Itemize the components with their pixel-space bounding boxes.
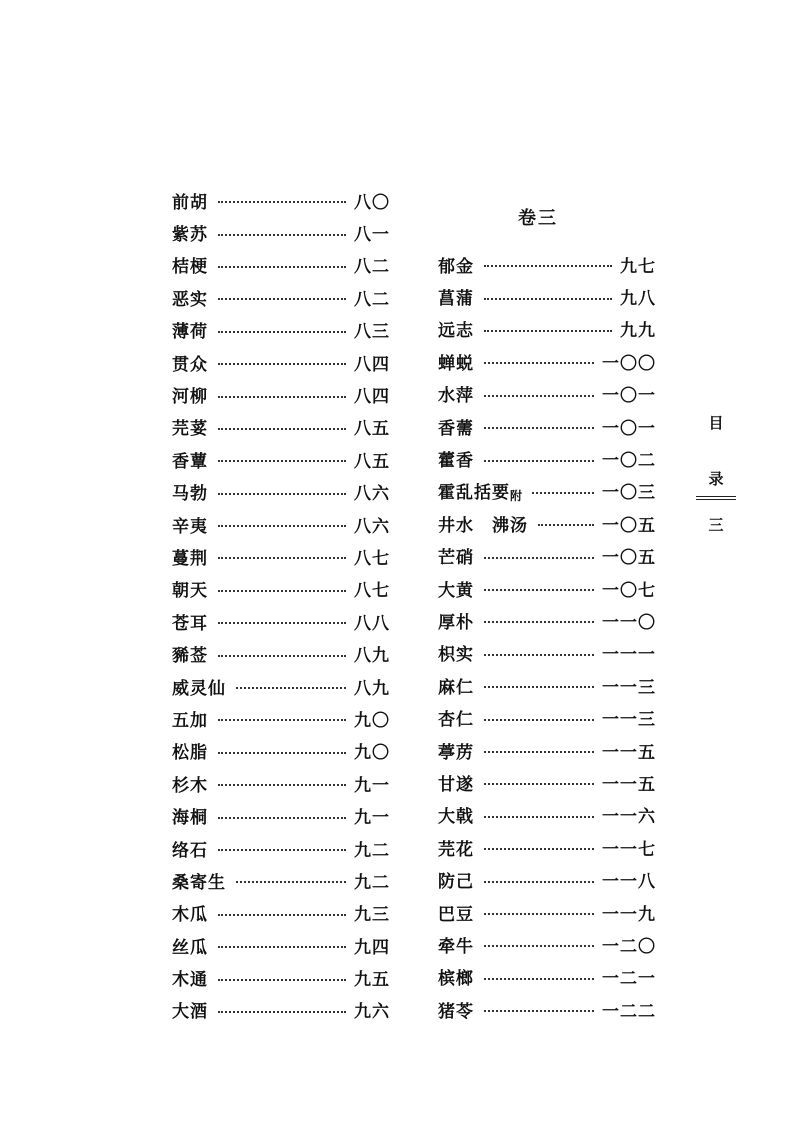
toc-entry: [172, 573, 390, 605]
entry-name: 贯众: [172, 354, 208, 375]
toc-entry: [438, 993, 656, 1025]
entry-name: 桑寄生: [172, 872, 226, 893]
toc-entry: [172, 476, 390, 508]
entry-page: 一二〇: [602, 936, 656, 957]
entry-name: 马勃: [172, 484, 208, 505]
entry-page: 八七: [354, 581, 390, 602]
toc-entry: [172, 897, 390, 929]
dot-leader: [484, 945, 594, 947]
entry-name: 水萍: [438, 386, 474, 407]
entry-name: 防己: [438, 872, 474, 893]
toc-entry: [438, 831, 656, 863]
entry-name: 木瓜: [172, 905, 208, 926]
entry-page: 一〇七: [602, 580, 656, 601]
toc-entry: [438, 442, 656, 474]
toc-entry: [172, 443, 390, 475]
dot-leader: [236, 881, 346, 883]
entry-name: 井水 沸汤: [438, 515, 528, 536]
dot-leader: [538, 524, 594, 526]
entry-page: 八二: [354, 257, 390, 278]
entry-page: 九四: [354, 937, 390, 958]
entry-page: 一〇五: [602, 515, 656, 536]
entry-name: 巴豆: [438, 904, 474, 925]
dot-leader: [218, 752, 346, 754]
entry-page: 一一三: [602, 677, 656, 698]
entry-page: 八三: [354, 322, 390, 343]
entry-page: 八〇: [354, 192, 390, 213]
entry-page: 一一一: [602, 645, 656, 666]
entry-name: 薄荷: [172, 322, 208, 343]
entry-name: 大酒: [172, 1002, 208, 1023]
dot-leader: [218, 557, 346, 559]
entry-page: 一一五: [602, 742, 656, 763]
entry-page: 一一六: [602, 807, 656, 828]
toc-entry: [438, 507, 656, 539]
entry-name: 丝瓜: [172, 937, 208, 958]
dot-leader: [236, 687, 346, 689]
toc-entry: [438, 475, 656, 507]
toc-entry: [438, 961, 656, 993]
entry-page: 八一: [354, 225, 390, 246]
toc-entry: [438, 701, 656, 733]
dot-leader: [532, 492, 594, 494]
toc-entry: [438, 799, 656, 831]
entry-page: 八四: [354, 354, 390, 375]
toc-entry: [172, 994, 390, 1026]
entry-page: 九三: [354, 905, 390, 926]
dot-leader: [218, 234, 346, 236]
dot-leader: [484, 913, 594, 915]
entry-name: 苍耳: [172, 613, 208, 634]
toc-entry: [438, 604, 656, 636]
dot-leader: [218, 1011, 346, 1013]
toc-entry: [438, 896, 656, 928]
dot-leader: [484, 460, 594, 462]
entry-page: 八五: [354, 419, 390, 440]
dot-leader: [484, 330, 612, 332]
entry-page: 一一三: [602, 710, 656, 731]
dot-leader: [484, 265, 612, 267]
volume-title: 卷三: [518, 208, 558, 229]
entry-name: 猪苓: [438, 1001, 474, 1022]
dot-leader: [218, 201, 346, 203]
entry-name: 藿香: [438, 451, 474, 472]
entry-page: 九一: [354, 808, 390, 829]
entry-name: 槟榔: [438, 969, 474, 990]
dot-leader: [218, 428, 346, 430]
toc-entry: [438, 248, 656, 280]
toc-entry: [438, 280, 656, 312]
dot-leader: [218, 784, 346, 786]
appendix-marker: 附: [510, 488, 523, 503]
dot-leader: [484, 751, 594, 753]
toc-entry: [172, 249, 390, 281]
toc-entry: [438, 863, 656, 895]
dot-leader: [484, 848, 594, 850]
entry-name: 河柳: [172, 387, 208, 408]
dot-leader: [484, 621, 594, 623]
entry-page: 九一: [354, 775, 390, 796]
entry-page: 一〇三: [602, 483, 656, 504]
entry-page: 一一〇: [602, 612, 656, 633]
toc-entry: [172, 605, 390, 637]
dot-leader: [218, 396, 346, 398]
entry-name-main: 霍乱括要: [438, 482, 510, 503]
dot-leader: [484, 1010, 594, 1012]
entry-page: 一二二: [602, 1001, 656, 1022]
entry-page: 九七: [620, 256, 656, 277]
entry-page: 九九: [620, 321, 656, 342]
dot-leader: [218, 849, 346, 851]
entry-name: 麻仁: [438, 677, 474, 698]
entry-name: 蔓荆: [172, 548, 208, 569]
dot-leader: [484, 654, 594, 656]
entry-name: 牵牛: [438, 936, 474, 957]
entry-name: 威灵仙: [172, 678, 226, 699]
dot-leader: [218, 817, 346, 819]
entry-page: 一〇五: [602, 548, 656, 569]
page-number: 三: [708, 516, 724, 534]
toc-entry: [172, 281, 390, 313]
entry-page: 八八: [354, 613, 390, 634]
entry-page: 一一九: [602, 904, 656, 925]
entry-page: 一〇二: [602, 451, 656, 472]
entry-name: 杉木: [172, 775, 208, 796]
toc-entry: [172, 411, 390, 443]
entry-name: 恶实: [172, 289, 208, 310]
side-tab-char-lu: 录: [708, 470, 724, 488]
entry-name: 豨莶: [172, 646, 208, 667]
entry-page: 九八: [620, 289, 656, 310]
toc-entry: [438, 378, 656, 410]
entry-name: [438, 478, 522, 504]
side-tab-char-mu: 目: [708, 414, 724, 432]
entry-name: 芫荽: [172, 419, 208, 440]
entry-page: 八六: [354, 516, 390, 537]
dot-leader: [218, 914, 346, 916]
entry-name: 枳实: [438, 645, 474, 666]
toc-entry: [172, 346, 390, 378]
entry-name: 香蕈: [172, 451, 208, 472]
toc-entry: [172, 799, 390, 831]
toc-right-column: [438, 248, 656, 1025]
entry-page: 一一八: [602, 872, 656, 893]
entry-page: 一〇一: [602, 386, 656, 407]
toc-entry: [438, 637, 656, 669]
entry-name: 松脂: [172, 743, 208, 764]
entry-name: 辛夷: [172, 516, 208, 537]
dot-leader: [218, 525, 346, 527]
entry-name: 五加: [172, 710, 208, 731]
entry-name: 杏仁: [438, 710, 474, 731]
entry-page: 九五: [354, 970, 390, 991]
toc-entry: [172, 670, 390, 702]
entry-name: 桔梗: [172, 257, 208, 278]
dot-leader: [484, 816, 594, 818]
entry-name: 郁金: [438, 256, 474, 277]
toc-entry: [172, 735, 390, 767]
toc-entry: [438, 928, 656, 960]
entry-name: 蝉蜕: [438, 353, 474, 374]
dot-leader: [484, 427, 594, 429]
entry-page: 九〇: [354, 743, 390, 764]
entry-name: 朝天: [172, 581, 208, 602]
toc-entry: [438, 669, 656, 701]
entry-name: 葶苈: [438, 742, 474, 763]
dot-leader: [218, 719, 346, 721]
toc-entry: [172, 540, 390, 572]
dot-leader: [484, 881, 594, 883]
entry-page: 九六: [354, 1002, 390, 1023]
dot-leader: [484, 395, 594, 397]
dot-leader: [218, 493, 346, 495]
dot-leader: [484, 298, 612, 300]
entry-page: 九二: [354, 840, 390, 861]
dot-leader: [484, 783, 594, 785]
entry-page: 九〇: [354, 710, 390, 731]
entry-name: 大黄: [438, 580, 474, 601]
dot-leader: [484, 362, 594, 364]
entry-page: 八九: [354, 646, 390, 667]
toc-entry: [438, 572, 656, 604]
side-section-tab: [696, 412, 736, 535]
toc-entry: [172, 929, 390, 961]
toc-entry: [172, 832, 390, 864]
dot-leader: [484, 557, 594, 559]
toc-entry: [172, 508, 390, 540]
dot-leader: [484, 686, 594, 688]
toc-entry: [438, 734, 656, 766]
toc-entry: [172, 961, 390, 993]
toc-entry: [172, 216, 390, 248]
entry-page: 八二: [354, 289, 390, 310]
entry-page: 一一七: [602, 839, 656, 860]
entry-name: 大戟: [438, 807, 474, 828]
dot-leader: [218, 622, 346, 624]
entry-page: 九二: [354, 872, 390, 893]
entry-page: 一二一: [602, 969, 656, 990]
entry-page: 八四: [354, 387, 390, 408]
toc-entry: [172, 378, 390, 410]
dot-leader: [484, 719, 594, 721]
entry-page: 一一五: [602, 774, 656, 795]
side-tab-double-rule: [696, 496, 736, 500]
toc-entry: [438, 345, 656, 377]
entry-name: 远志: [438, 321, 474, 342]
entry-name: 厚朴: [438, 612, 474, 633]
dot-leader: [218, 298, 346, 300]
toc-entry: [172, 637, 390, 669]
dot-leader: [218, 363, 346, 365]
toc-entry: [438, 766, 656, 798]
toc-entry: [438, 540, 656, 572]
entry-page: 八六: [354, 484, 390, 505]
toc-entry: [438, 410, 656, 442]
entry-page: 八五: [354, 451, 390, 472]
dot-leader: [218, 979, 346, 981]
entry-page: 一〇一: [602, 418, 656, 439]
entry-name: 木通: [172, 970, 208, 991]
dot-leader: [218, 331, 346, 333]
dot-leader: [218, 590, 346, 592]
entry-name: 芒硝: [438, 548, 474, 569]
entry-name: 芫花: [438, 839, 474, 860]
dot-leader: [484, 589, 594, 591]
dot-leader: [218, 946, 346, 948]
toc-entry: [438, 313, 656, 345]
toc-entry: [172, 702, 390, 734]
dot-leader: [484, 978, 594, 980]
toc-left-column: [172, 184, 390, 1026]
toc-entry: [172, 864, 390, 896]
entry-name: 香薷: [438, 418, 474, 439]
entry-page: 八七: [354, 548, 390, 569]
toc-entry: [172, 184, 390, 216]
entry-name: 甘遂: [438, 774, 474, 795]
entry-name: 海桐: [172, 808, 208, 829]
entry-name: 络石: [172, 840, 208, 861]
entry-page: 八九: [354, 678, 390, 699]
entry-name: 紫苏: [172, 225, 208, 246]
dot-leader: [218, 266, 346, 268]
entry-name: 前胡: [172, 192, 208, 213]
entry-page: 一〇〇: [602, 353, 656, 374]
dot-leader: [218, 655, 346, 657]
toc-entry: [172, 767, 390, 799]
entry-name: 菖蒲: [438, 289, 474, 310]
dot-leader: [218, 460, 346, 462]
toc-entry: [172, 314, 390, 346]
